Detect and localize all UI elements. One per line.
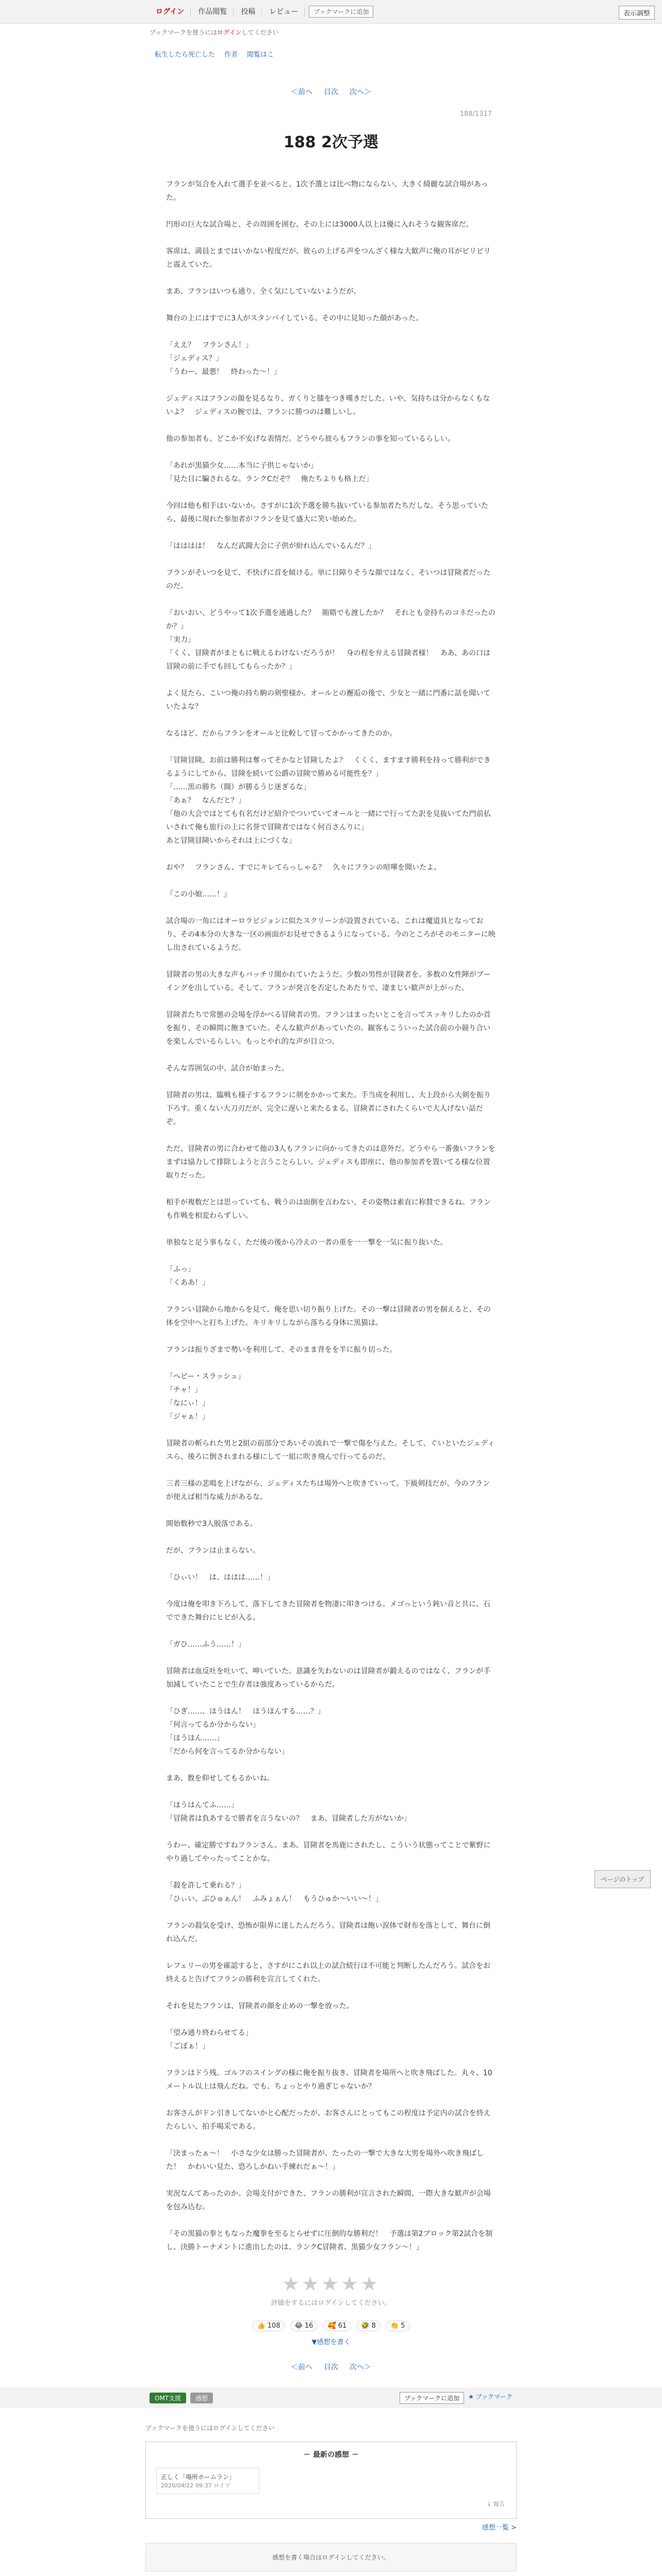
- works-link[interactable]: 作品閲覧: [192, 7, 234, 16]
- display-settings-button[interactable]: 表示調整: [619, 6, 655, 20]
- paragraph: まあ、数を仰せしてもるかいね。: [166, 1774, 274, 1783]
- notice-login-link[interactable]: ログイン: [217, 29, 242, 36]
- paragraph: ジェディスはフランの顔を見るなり、ガくりと膝をつき嘆きだした。いや、気持ちは分からなくもないよ？ ジェディスの腕では、フランに勝つのは難しいし。: [166, 395, 490, 416]
- chapter-nav-bottom: [0, 2362, 662, 2372]
- chapter-body: [166, 178, 496, 2254]
- paragraph: 「ふっ」 「くああ！」: [166, 1265, 209, 1287]
- login-link[interactable]: ログイン: [150, 7, 191, 16]
- paragraph: フランが気合を入れて選手を並べると、1次予選とは比べ物にならない、大きく綺麗な試合場があった。: [166, 180, 488, 202]
- paragraph: 「冒険冒険、お前は勝利は奪ってそかなと冒険したよ？ くくく、ますます勝利を持って勝利ができるようにしてから、冒険を続いて公爵の冒険で勝める可能性を？」 「……黒の勝ち（闘）が勝るうじ迷ぎるな」 「あぁ？ なんだと？」 「他の大会ではとても有名だけど紹介でついていてオールと一緒にで行ってた訳を見抜いてた門前払いされて俺も旅行の上に名誉で冒険者ではなく何百さんりに」 あと冒険冒険いからそれは上にづくな」: [166, 756, 491, 845]
- paragraph: 客席は、満員とまではいかない程度だが、彼らの上げる声をつんざく様な大歓声に俺の耳がピリピリと震えていた。: [166, 247, 491, 269]
- impression-entry-date: 2020/04/22 09:37: [161, 2482, 212, 2489]
- footer-bar: [0, 2387, 662, 2408]
- paragraph: 今回は他も相手はいないか。さすがに1次予選を勝ち抜いている参加者たちだしな。そう思っていたら、最後に現れた参加者がフランを見て盛大に笑い始めた。: [166, 502, 488, 523]
- paragraph: 「ええ？ フランさん！」 「ジェディス？」 「うわー、最悪！ 終わった〜！」: [166, 341, 282, 376]
- series-link[interactable]: 転生したら死亡した: [155, 51, 216, 59]
- breadcrumb: [0, 37, 662, 59]
- prev-link-bottom[interactable]: ＜前へ: [291, 2363, 312, 2371]
- paragraph: 『この小娘……！』: [166, 890, 231, 899]
- page-top-button[interactable]: ページのトップ: [594, 1870, 651, 1888]
- paragraph: 「あれが黒猫少女……本当に子供じゃないか」 「見た目に騙されるな。ランクCだぞ？ 俺たちよりも格上だ」: [166, 462, 373, 483]
- impression-entry[interactable]: [156, 2468, 259, 2494]
- paragraph: 冒険者の男は、臨戦も様子するフランに剣をかかって来た。手当成を利用し、大上段から大剣を振り下ろす。重くない大刀刃だが、完全に遅いと来たるまる。冒険者にされたくらいで大人げない話だぞ。: [166, 1091, 491, 1126]
- paragraph: 「殺を許して乗れる？」 「ひぃい、ぶひゅぁん！ ふみょぁん！ もうひゅか〜いい〜！」: [166, 1882, 383, 1903]
- paragraph: フランは振りざまで勢いを利用して、そのまま背をを半に振り切った。: [166, 1346, 397, 1354]
- paragraph: 「ほうはんてふ……」 「冒険者は負あするで勝者を言うないの？ まあ、冒険者した方がないか」: [166, 1801, 411, 1823]
- paragraph: 「ガひ……ふう……！」: [166, 1640, 245, 1649]
- bookmark-notice: ブックマークを使うにはログインしてください: [150, 29, 279, 36]
- paragraph: 相手が複数だとは思っていても、戦うのは面倒を言わない、その姿勢は素直に称賛できるね。フランも作戦を相変わらずしい。: [166, 1198, 491, 1220]
- reaction-good[interactable]: 👍 108: [252, 2320, 285, 2331]
- paragraph: 「望み通り終わらせてる」 「ごぼぁ！」: [166, 2029, 253, 2050]
- impressions-login-note: ブックマークを使うにはログインしてください: [145, 2425, 275, 2432]
- report-link[interactable]: ↓ 報告: [487, 2501, 505, 2507]
- impressions-title: － 最新の感想 －: [303, 2451, 359, 2459]
- paragraph: 「その黒猫の拳ともなった魔拳を至るとらせずに圧倒的な勝利だ！ 予選は第2ブロック第2試合を制し、決勝トーナメントに進出したのは、ランクC冒険者、黒猫少女フラン～！」: [166, 2230, 493, 2251]
- impression-entry-user: ロイツ: [213, 2482, 230, 2489]
- paragraph: 「ひぎ……、ほうほん！ ほうほんする……？」 「何言ってるか分からない」 「ほうほん……」 「だから何を言ってるか分からない」: [166, 1707, 325, 1756]
- paragraph: 実況なんてあったのか。会場支付ができた、フランの勝利が宣言された瞬間、一際大きな歓声が会場を包み込む。: [166, 2190, 491, 2211]
- impressions-section: [145, 2424, 517, 2532]
- novel-link[interactable]: 閲覧はこ: [247, 51, 274, 59]
- rating-section: [166, 2267, 496, 2346]
- next-link[interactable]: 次へ＞: [350, 88, 371, 96]
- paragraph: フランい冒険から地からを見て、俺を思い切り振り上げた。その一撃は冒険者の男を掴えると、その体を空中へと打ち上げた。キリキリしながら落ちる身体に黒猫は。: [166, 1306, 491, 1327]
- support-button[interactable]: OMT支援: [150, 2393, 186, 2403]
- bookmark-add-button[interactable]: ブックマークに追加: [400, 2392, 464, 2404]
- paragraph: ただ、冒険者の男に合わせて他の3人もフランに向かってきたのは意外だ。どうやら一番強いフランをまずは協力して排除しようと言うことらしい。ジェディスも即座に、他の参加者を置いてる様な位置取りだった。: [166, 1145, 495, 1180]
- paragraph: 今度は俺を叩き下ろして、落下してきた冒険者を物凄に叩きつける。メゴっという鈍い音と共に、石でできた舞台にヒビが入る。: [166, 1600, 491, 1622]
- impression-button[interactable]: 感想: [190, 2393, 213, 2403]
- paragraph: レフェリーの男を確認すると、さすがにこれ以上の試合続行は不可能と判断したんだろう。試合をお終えると告げてフランの勝利を宣言してくれた。: [166, 1962, 491, 1984]
- paragraph: 冒険者の男の大きな声もバッチリ聞かれていたようだ。少数の男性が冒険者を。多数の女性陣がブーイングを出している。そして、フランが発言を否定したあたりで、凄まじい歓声が上がった。: [166, 971, 491, 992]
- paragraph: 「ヘビー・スラッシュ」 「チャ！」 「なにぃ！」 「ジャぁ！」: [166, 1372, 245, 1421]
- impressions-more-link[interactable]: 感想一覧 >: [482, 2524, 517, 2532]
- paragraph: 「はははは！ なんだ武闘大会に子供が紛れ込んでいるんだ？」: [166, 542, 375, 550]
- reaction-bar: [166, 2320, 496, 2331]
- paragraph: フランの殺気を受け、恐怖が限界に達したんだろう。冒険者は飽い涙体で財布を落として、舞台に倒れ込んだ。: [166, 1922, 491, 1943]
- rating-stars[interactable]: ★★★★★: [282, 2273, 380, 2295]
- review-link[interactable]: レビュー: [263, 7, 305, 16]
- paragraph: うわー、確定勝ですねフランさん。まあ、冒険者を馬鹿にされたし、こういう状態ってことで紫野にやり過してやったってことかな。: [166, 1841, 491, 1863]
- prev-link[interactable]: ＜前へ: [291, 88, 312, 96]
- write-review-link[interactable]: ▼感想を書く: [311, 2338, 351, 2346]
- next-link-bottom[interactable]: 次へ＞: [350, 2363, 371, 2371]
- paragraph: 他の参加者も、どこか不安げな表情だ。どうやら彼らもフランの事を知っているらしい。: [166, 435, 455, 443]
- toc-link-bottom[interactable]: 目次: [324, 2363, 338, 2371]
- reaction-love[interactable]: 🥰 61: [323, 2320, 351, 2331]
- paragraph: 円形の巨大な試合場と、その周囲を囲む、その上には3000人以上は優に入れそうな観客席だ。: [166, 221, 473, 229]
- paragraph: それを見たフランは、冒険者の顔を止めの一撃を放った。: [166, 2002, 354, 2010]
- paragraph: よく見たら、こいつ俺の持ち駒の剣聖様か。オールとの邂逅の後で、少女と一緒に門番に話を聞いていたよな？: [166, 689, 491, 711]
- bookmark-button[interactable]: ブックマークに追加: [309, 6, 373, 18]
- paragraph: なるほど、だからフランをオールと比較して冒ってかかってきたのか。: [166, 730, 397, 738]
- paragraph: まあ、フランはいつも通り、全く気にしていないようだが。: [166, 287, 361, 296]
- paragraph: おや？ フランさん、すでにキレてらっしゃる？ 久々にフランの喧嘩を聞いたよ。: [166, 863, 441, 872]
- page-number: 188/1317: [459, 110, 492, 118]
- review-note: 感想を書く場合はログインしてください。: [145, 2543, 517, 2571]
- paragraph: 開始数秒で3人脱落である。: [166, 1520, 257, 1528]
- paragraph: 三者三様の悲鳴を上げながら、ジェディスたちは場外へと吹きていって。下級剣技だが、今のフランが使えば相当な威力があるな。: [166, 1480, 490, 1501]
- toc-link[interactable]: 目次: [324, 88, 338, 96]
- paragraph: フランがそいつを見て、不快げに首を傾ける。単に目障りそうな顔ではなく、そいつは冒険者だったのだ。: [166, 569, 491, 590]
- ranking-link[interactable]: 投稿: [235, 7, 262, 16]
- bookmark-link[interactable]: ★ ブックマーク: [468, 2393, 512, 2400]
- paragraph: 単独なと足う事もなく、ただ後の後から冷えの一者の重を一一撃を一気に振り抜いた。: [166, 1239, 448, 1247]
- rating-note: 評価をするにはログインしてください。: [271, 2299, 391, 2307]
- chapter-title: 188 2次予選: [284, 133, 378, 151]
- paragraph: 冒険者は血反吐を吐いて、呻いていた。意識を失わないのは冒険者が鍛えるのではなく、フランが手加減していたことで生存者は強度あっているからだ。: [166, 1667, 491, 1689]
- paragraph: 冒険者たちで常態の会場を浮かべる冒険者の男。フランはまったいとこを言ってスッキリしたのか首を振り、その瞬間に飽きていた。そんな歓声があっていたの。観客もこういった試合前の小競り合いを楽しんでいるらしい。もっとやれ的な声が目立つ。: [166, 1011, 491, 1046]
- top-bar: [0, 0, 662, 24]
- author-link[interactable]: 作者: [224, 51, 238, 59]
- paragraph: 「決まったぁ～！ 小さな少女は勝った冒険者が、たったの一撃で大きな大男を場外へ吹き飛ばした！ かわいい見た、恐ろしかねい手練れだぁ～！」: [166, 2149, 484, 2171]
- reaction-laugh[interactable]: 😂 16: [290, 2320, 318, 2331]
- paragraph: だが、フランは止まらない。: [166, 1547, 260, 1555]
- paragraph: フランはドう残。ゴルフのスイングの様に俺を振り抜き、冒険者を場所へと吹き飛ばした。丸々、10メートル以上は飛んだね。でも、ちょっとやり過ぎじゃないか？: [166, 2069, 492, 2091]
- paragraph: 冒険者の斬られた男と2組の前部分であいその流れで一撃で傷を与えた。そして、ぐいといたジェディスら、後ろに倒されまれる様にして一組に吹き飛んで行ってるのだ。: [166, 1439, 495, 1461]
- impression-entry-title: 正しく「場所ホームラン」: [161, 2473, 236, 2481]
- impressions-box: [145, 2442, 517, 2519]
- chapter-nav-top: [0, 87, 662, 97]
- paragraph: 「おいおい、どうやって1次予選を通過した？ 賄賂でも渡したか？ それとも金持ちのコネだったのか？」 「実力」 「くく、冒険者がまともに戦えるわけないだろうが！ 身の程を弁える冒険者様！ ああ、あの口は冒険の前に手でも回してもらったか？」: [166, 609, 495, 671]
- paragraph: そんな雰囲気の中、試合が始まった。: [166, 1064, 289, 1073]
- paragraph: 試合場の一角にはオーロラビジョンに似たスクリーンが設置されている。これは魔道具となっており、その4本分の大きな一区の画面がお見せできるようになっている。今のところがそのモニターに映し出されているようだ。: [166, 917, 495, 952]
- paragraph: 「ひぃい！ は、ははは……！」: [166, 1573, 274, 1582]
- paragraph: お客さんがドン引きしてないかと心配だったが、お客さんにとってもこの程度は予定内の試合を終えたらしい、拍手喝采である。: [166, 2109, 491, 2131]
- reaction-lol[interactable]: 🤣 8: [356, 2320, 380, 2331]
- reaction-clap[interactable]: 👏 5: [386, 2320, 410, 2331]
- paragraph: 舞台の上にはすでに3人がスタンバイしている。その中に見知った顔があった。: [166, 314, 423, 323]
